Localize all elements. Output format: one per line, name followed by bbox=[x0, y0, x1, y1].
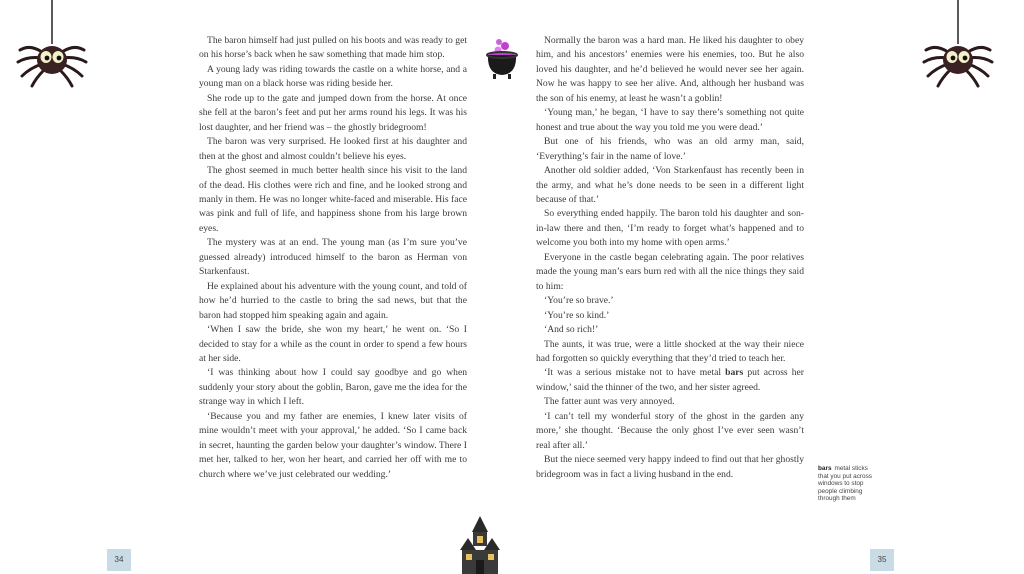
paragraph: ‘You’re so brave.’ bbox=[544, 295, 614, 307]
text-run: put across her window,’ said the thinner of the two, and her sister agreed. bbox=[536, 367, 804, 393]
paragraph: But the niece seemed very happy indeed to find out that her ghostly bridegroom was in fact a living husband in the end. bbox=[536, 454, 804, 480]
spider-left-icon bbox=[14, 0, 90, 88]
cauldron-icon bbox=[484, 36, 520, 80]
paragraph: ‘You’re so kind.’ bbox=[544, 309, 610, 321]
paragraph: He explained about his adventure with the young count, and told of how he’d hurried to the castle to bring the sad news, but that the baron had stopped him speaking again and again. bbox=[199, 280, 467, 321]
glossary-definition: metal sticks that you put across windows to stop people climbing through them bbox=[818, 465, 872, 503]
paragraph: ‘I was thinking about how I could say goodbye and go when suddenly your story about the goblin, Baron, gave me the idea for the strange way in which I left. bbox=[199, 367, 467, 408]
paragraph: The mystery was at an end. The young man (as I’m sure you’ve guessed already) introduced himself to the baron as Herman von Starkenfaust. bbox=[199, 237, 467, 278]
paragraph: ‘I can’t tell my wonderful story of the ghost in the garden any more,’ she thought. ‘Because the only ghost I’ve ever seen wasn’t real after all.’ bbox=[536, 410, 804, 451]
haunted-house-icon bbox=[458, 516, 502, 574]
paragraph: ‘And so rich!’ bbox=[544, 324, 599, 336]
paragraph: The ghost seemed in much better health since his visit to the land of the dead. His clothes were rich and fine, and he looked strong and manly in them. He was no longer white-faced and miserable. His face was pink and full of life, and happiness shone from his large brown eyes. bbox=[199, 165, 467, 234]
glossary-term: bars bbox=[818, 465, 832, 472]
paragraph: A young lady was riding towards the castle on a white horse, and a young man on a black horse was riding beside her. bbox=[199, 63, 467, 90]
text-run: ‘It was a serious mistake not to have metal bbox=[544, 367, 726, 379]
paragraph: Everyone in the castle began celebrating again. The poor relatives made the young man’s ears burn red with all the nice things they said to him: bbox=[536, 251, 804, 292]
page-number-left: 34 bbox=[107, 549, 131, 571]
paragraph: ‘Young man,’ he began, ‘I have to say there’s something not quite honest and true about the way you told me you were dead.’ bbox=[536, 107, 804, 133]
paragraph: The fatter aunt was very annoyed. bbox=[544, 396, 675, 408]
glossary-term-inline: bars bbox=[725, 367, 744, 379]
paragraph: She rode up to the gate and jumped down from the horse. At once she fell at the baron’s feet and put her arms round his legs. It was his lost daughter, and her friend was – the ghostly bridegroom! bbox=[199, 92, 467, 133]
right-page-text bbox=[536, 34, 804, 482]
paragraph: The baron was very surprised. He looked first at his daughter and then at the ghost and almost couldn’t believe his eyes. bbox=[199, 136, 467, 162]
glossary-note bbox=[818, 465, 878, 503]
paragraph: ‘When I saw the bride, she won my heart,’ he went on. ‘So I decided to stay for a while as the count in order to spend a few hours at her side. bbox=[199, 324, 467, 364]
left-page-text bbox=[199, 34, 467, 482]
page-number-right: 35 bbox=[870, 549, 894, 571]
paragraph: Normally the baron was a hard man. He liked his daughter to obey him, and his ancestors’ enemies were his enemies, too. But he also loved his daughter, and he’d believed he would never see her again. Now he was happy to see her alive. And, although her husband was the son of his enemy, at least he wasn’t a goblin! bbox=[536, 35, 804, 104]
paragraph: The aunts, it was true, were a little shocked at the way their niece had forgotten so quickly everything that they’d tried to teach her. bbox=[536, 338, 804, 364]
spider-right-icon bbox=[920, 0, 996, 88]
paragraph: But one of his friends, who was an old army man, said, ‘Everything’s fair in the name of love.’ bbox=[536, 136, 804, 162]
paragraph bbox=[536, 366, 804, 395]
paragraph: The baron himself had just pulled on his boots and was ready to get on his horse’s back when he saw something that made him stop. bbox=[199, 35, 467, 61]
paragraph: So everything ended happily. The baron told his daughter and son-in-law there and then, ‘I’m ready to forget what’s happened and to welcome you both into my home with open arms.’ bbox=[536, 208, 804, 249]
paragraph: Another old soldier added, ‘Von Starkenfaust has recently been in the army, and what he’s done needs to be seen in a different light because of that.’ bbox=[536, 165, 804, 205]
paragraph: ‘Because you and my father are enemies, I knew later visits of mine wouldn’t meet with your approval,’ he added. ‘So I came back in secret, haunting the garden below your daughter’s window. There I met her, talked to her, won her heart, and carried her off with me to church where we’ve just celebrated our wedding.’ bbox=[199, 410, 467, 480]
